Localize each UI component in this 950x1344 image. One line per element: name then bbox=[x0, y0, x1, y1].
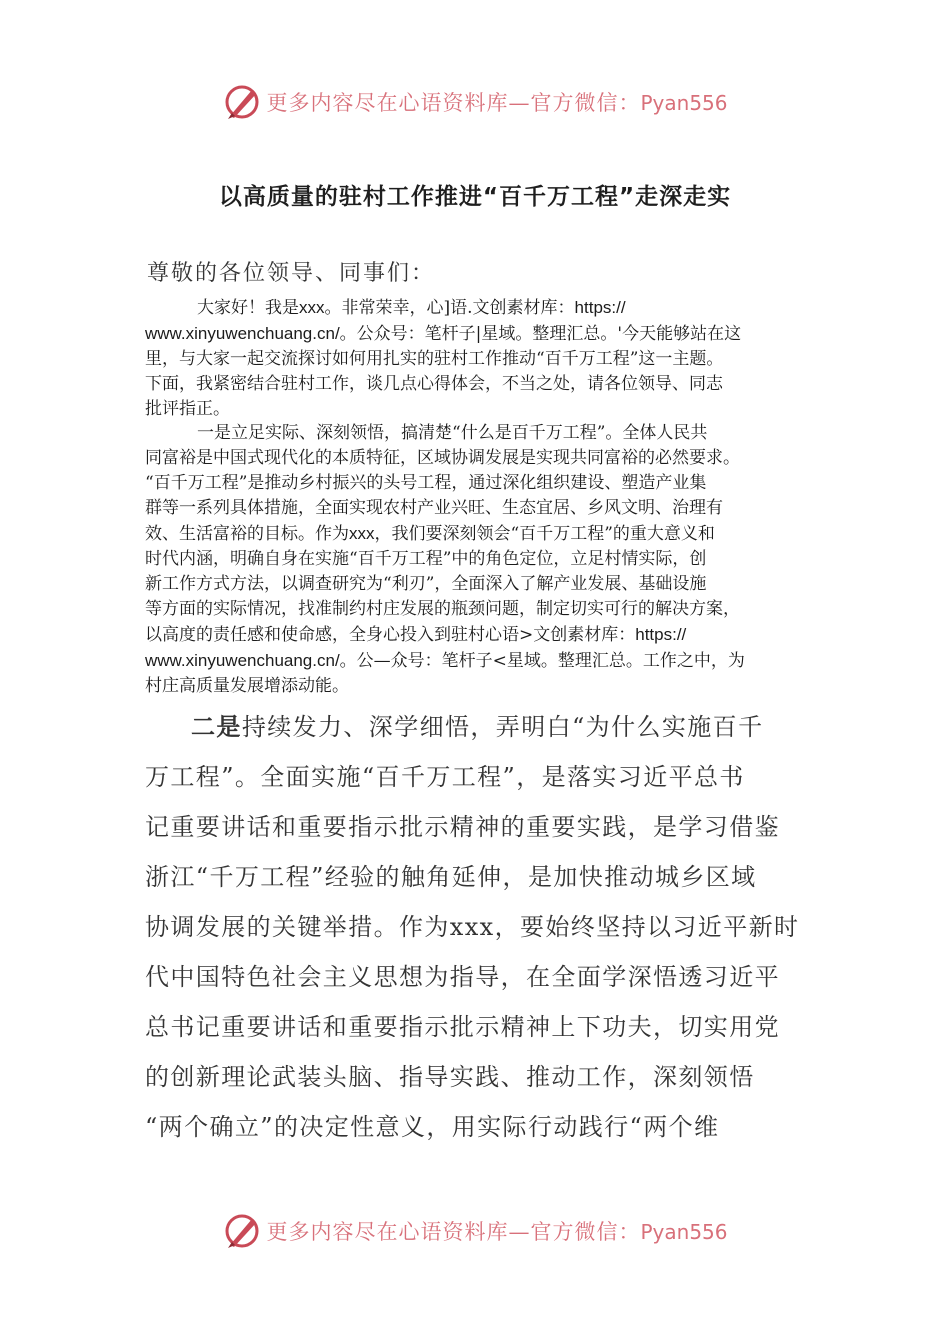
text-line bbox=[145, 397, 813, 422]
footer-banner bbox=[0, 1209, 950, 1253]
text-segment: 下面，我紧密结合驻村工作，谈几点心得体会，不当之处，请各位领导、同志 bbox=[145, 374, 723, 394]
text-line bbox=[145, 648, 813, 674]
text-line bbox=[145, 421, 813, 446]
text-segment: https:// bbox=[635, 625, 687, 644]
text-segment: 时代内涵，明确自身在实施“百千万工程”中的角色定位，立足村情实际，创 bbox=[145, 549, 707, 569]
quill-pen-logo-icon bbox=[222, 82, 262, 122]
text-segment: “百千万工程”是推动乡村振兴的头号工程，通过深化组织建设、塑造产业集 bbox=[145, 473, 707, 493]
banner-text: 更多内容尽在心语资料库—官方微信：Pyan556 bbox=[266, 91, 728, 115]
text-segment: https:// bbox=[574, 298, 626, 317]
text-line bbox=[145, 852, 825, 902]
text-line bbox=[145, 295, 813, 321]
text-segment: 新工作方式方法，以调查研究为“利刃”，全面深入了解产业发展、基础设施 bbox=[145, 574, 707, 594]
text-line bbox=[145, 496, 813, 521]
text-segment: 效、生活富裕的目标。作为 bbox=[145, 524, 349, 544]
text-line bbox=[145, 372, 813, 397]
text-segment: 持续发力、深学细悟，弄明白“为什么实施百千 bbox=[241, 713, 764, 741]
text-line bbox=[145, 446, 813, 471]
text-line bbox=[145, 702, 825, 752]
text-segment: ，我们要深刻领会“百千万工程”的重大意义和 bbox=[374, 524, 715, 544]
text-segment: 等方面的实际情况，找准制约村庄发展的瓶颈问题，制定切实可行的解决方案， bbox=[145, 599, 740, 619]
text-line bbox=[145, 347, 813, 372]
text-line bbox=[145, 1002, 825, 1052]
text-segment: 。公—众号：笔杆子<星域。整理汇总。工作之中，为 bbox=[339, 651, 745, 671]
text-segment: 一是立足实际、深刻领悟，搞清楚“什么是百千万工程”。全体人民共 bbox=[197, 423, 708, 443]
text-segment: 大家好！我是 bbox=[197, 298, 299, 318]
text-segment: 以高度的责任感和使命感，全身心投入到驻村心语>文创素材库： bbox=[145, 625, 636, 645]
text-segment: 同富裕是中国式现代化的本质特征，区域协调发展是实现共同富裕的必然要求。 bbox=[145, 448, 740, 468]
paragraph-2 bbox=[145, 421, 813, 699]
text-segment: 记重要讲话和重要指示批示精神的重要实践，是学习借鉴 bbox=[145, 813, 780, 841]
text-line bbox=[145, 521, 813, 547]
text-segment: 群等一系列具体措施，全面实现农村产业兴旺、生态宜居、乡风文明、治理有 bbox=[145, 498, 723, 518]
text-segment: “两个确立”的决定性意义，用实际行动践行“两个维 bbox=[145, 1113, 720, 1141]
text-segment: 协调发展的关键举措。作为xxx，要始终坚持以习近平新时 bbox=[145, 913, 800, 941]
text-line bbox=[145, 547, 813, 572]
text-segment: 。非常荣幸，心]语.文创素材库： bbox=[324, 298, 575, 318]
text-segment: 代中国特色社会主义思想为指导，在全面学深悟透习近平 bbox=[145, 963, 780, 991]
text-segment: www.xinyuwenchuang.cn/ bbox=[145, 651, 340, 670]
text-line bbox=[145, 597, 813, 622]
salutation: 尊敬的各位领导、同事们： bbox=[147, 261, 436, 286]
wechat-id: Pyan556 bbox=[640, 1220, 728, 1244]
text-line bbox=[145, 902, 825, 952]
header-banner bbox=[0, 80, 950, 124]
quill-pen-logo-icon bbox=[222, 1211, 262, 1251]
text-line bbox=[145, 752, 825, 802]
text-segment: 的创新理论武装头脑、指导实践、推动工作，深刻领悟 bbox=[145, 1063, 755, 1091]
text-segment: 万工程”。全面实施“百千万工程”，是落实习近平总书 bbox=[145, 763, 745, 791]
text-line bbox=[145, 622, 813, 648]
text-segment: xxx bbox=[299, 298, 325, 317]
text-segment: 村庄高质量发展增添动能。 bbox=[145, 676, 349, 696]
text-line bbox=[145, 1052, 825, 1102]
text-line bbox=[145, 952, 825, 1002]
text-line bbox=[145, 321, 813, 347]
text-segment: xxx bbox=[349, 524, 375, 543]
document-title: 以高质量的驻村工作推进“百千万工程”走深走实 bbox=[218, 184, 732, 210]
text-line bbox=[145, 572, 813, 597]
banner-text: 更多内容尽在心语资料库—官方微信：Pyan556 bbox=[266, 1220, 728, 1244]
text-segment: 批评指正。 bbox=[145, 399, 230, 419]
text-segment: 。公众号：笔杆子|星域。整理汇总。'今天能够站在这 bbox=[339, 324, 742, 344]
text-line bbox=[145, 674, 813, 699]
paragraph-3 bbox=[145, 702, 825, 1152]
text-line bbox=[145, 802, 825, 852]
text-line bbox=[145, 1102, 825, 1152]
text-line bbox=[145, 471, 813, 496]
text-segment: 里，与大家一起交流探讨如何用扎实的驻村工作推动“百千万工程”这一主题。 bbox=[145, 349, 724, 369]
paragraph-lead: 二是 bbox=[191, 713, 242, 741]
wechat-id: Pyan556 bbox=[640, 91, 728, 115]
text-segment: www.xinyuwenchuang.cn/ bbox=[145, 324, 340, 343]
text-segment: 浙江“千万工程”经验的触角延伸，是加快推动城乡区域 bbox=[145, 863, 757, 891]
paragraph-1 bbox=[145, 295, 813, 422]
text-segment: 总书记重要讲话和重要指示批示精神上下功夫，切实用党 bbox=[145, 1013, 780, 1041]
